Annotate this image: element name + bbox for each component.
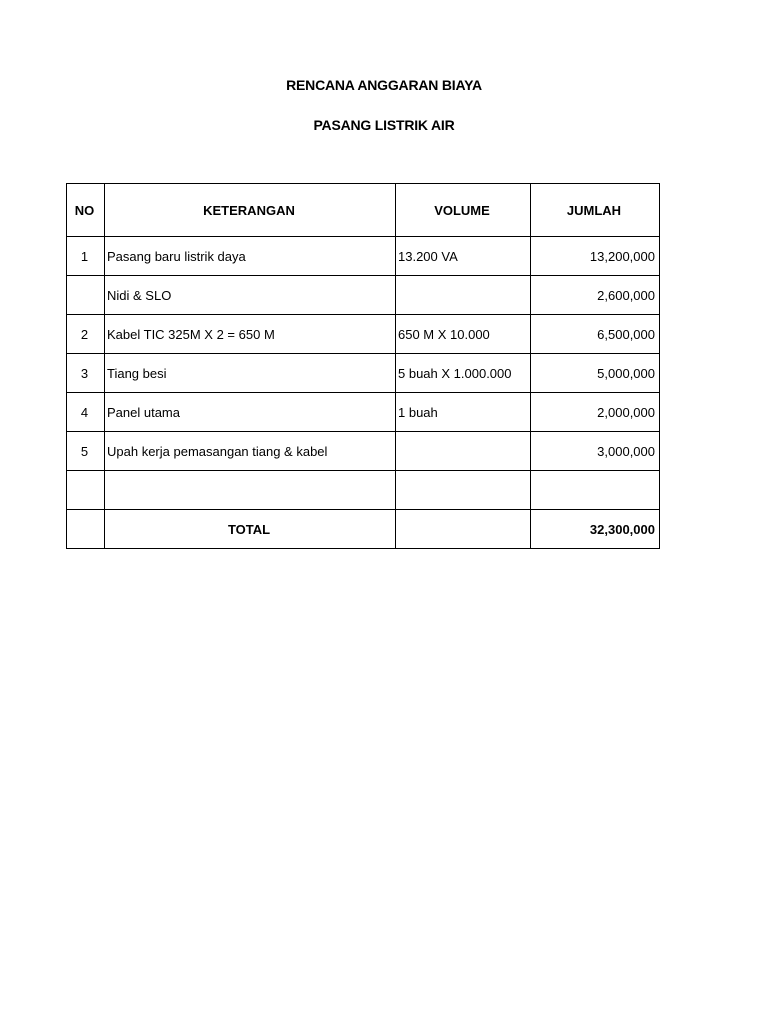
cell-jumlah: 2,000,000 xyxy=(531,393,660,432)
table-row xyxy=(67,354,660,393)
cell-jumlah: 13,200,000 xyxy=(531,237,660,276)
total-amount: 32,300,000 xyxy=(531,510,660,549)
header-no: NO xyxy=(67,184,105,237)
cell-keterangan: Pasang baru listrik daya xyxy=(105,237,396,276)
cell-jumlah: 6,500,000 xyxy=(531,315,660,354)
cell-no: 4 xyxy=(67,393,105,432)
cell-keterangan: Upah kerja pemasangan tiang & kabel xyxy=(105,432,396,471)
cell-volume xyxy=(396,276,531,315)
cell-keterangan: Tiang besi xyxy=(105,354,396,393)
document-subtitle: PASANG LISTRIK AIR xyxy=(313,117,455,133)
cell-keterangan: Kabel TIC 325M X 2 = 650 M xyxy=(105,315,396,354)
table-row xyxy=(67,276,660,315)
total-no-cell xyxy=(67,510,105,549)
total-row xyxy=(67,510,660,549)
header-volume: VOLUME xyxy=(396,184,531,237)
cell-keterangan: Panel utama xyxy=(105,393,396,432)
cell-jumlah xyxy=(531,471,660,510)
cell-volume: 1 buah xyxy=(396,393,531,432)
cell-jumlah: 2,600,000 xyxy=(531,276,660,315)
header-jumlah: JUMLAH xyxy=(531,184,660,237)
cell-no: 3 xyxy=(67,354,105,393)
table-row xyxy=(67,237,660,276)
budget-table xyxy=(66,183,660,549)
cell-no xyxy=(67,276,105,315)
cell-no xyxy=(67,471,105,510)
document-title: RENCANA ANGGARAN BIAYA xyxy=(286,77,482,93)
header-keterangan: KETERANGAN xyxy=(105,184,396,237)
table-row-empty xyxy=(67,471,660,510)
cell-jumlah: 3,000,000 xyxy=(531,432,660,471)
cell-no: 1 xyxy=(67,237,105,276)
total-label: TOTAL xyxy=(105,510,396,549)
total-volume-cell xyxy=(396,510,531,549)
table-row xyxy=(67,315,660,354)
table-row xyxy=(67,393,660,432)
table-row xyxy=(67,432,660,471)
cell-jumlah: 5,000,000 xyxy=(531,354,660,393)
cell-keterangan: Nidi & SLO xyxy=(105,276,396,315)
cell-no: 2 xyxy=(67,315,105,354)
cell-volume: 13.200 VA xyxy=(396,237,531,276)
table-header-row xyxy=(67,184,660,237)
cell-volume xyxy=(396,471,531,510)
cell-volume: 5 buah X 1.000.000 xyxy=(396,354,531,393)
cell-no: 5 xyxy=(67,432,105,471)
cell-volume: 650 M X 10.000 xyxy=(396,315,531,354)
cell-keterangan xyxy=(105,471,396,510)
cell-volume xyxy=(396,432,531,471)
